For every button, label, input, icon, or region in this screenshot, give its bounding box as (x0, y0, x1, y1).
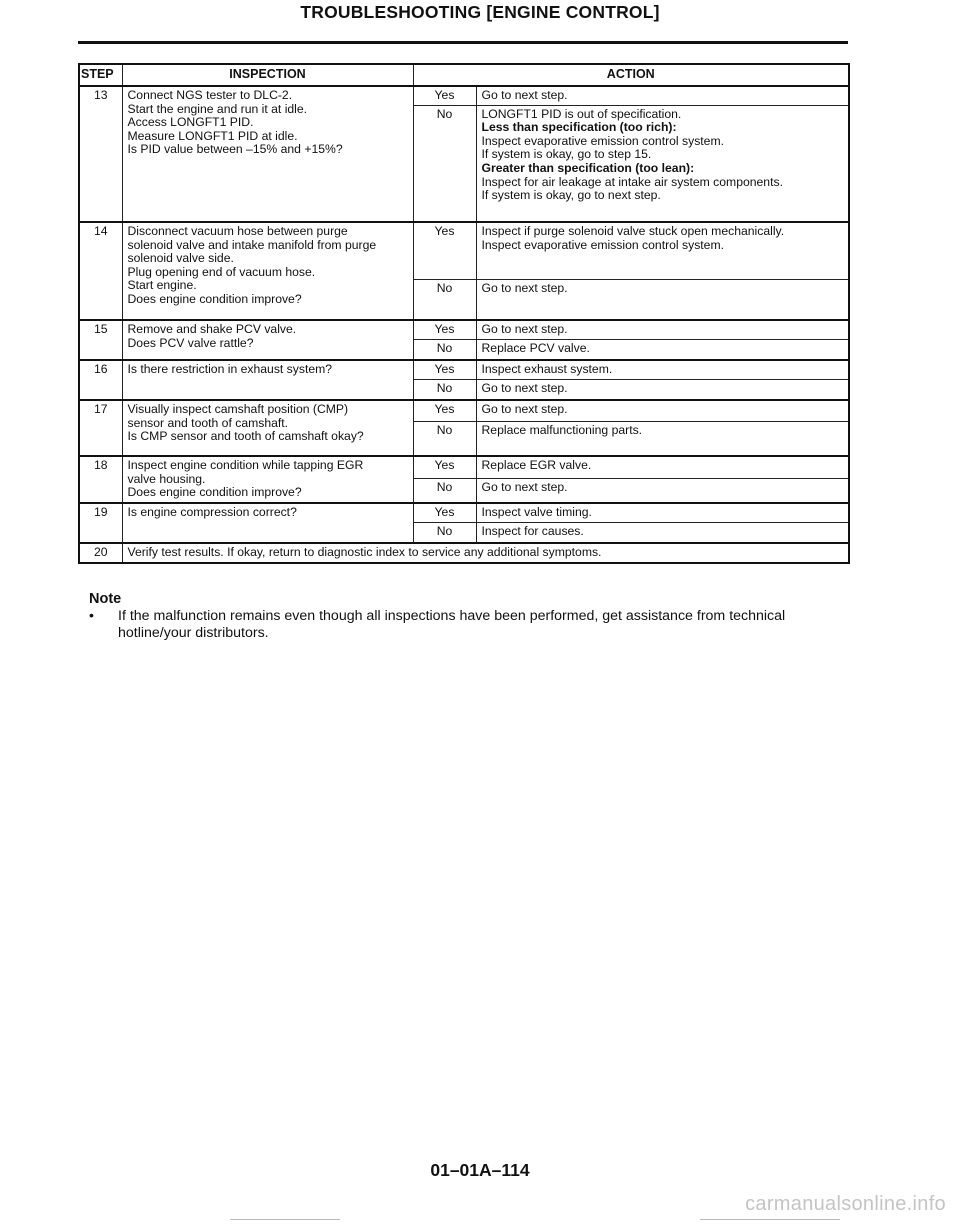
table-header-row (79, 64, 849, 86)
result-answer: Yes (413, 86, 476, 105)
action-cell (476, 456, 849, 478)
result-answer: No (413, 479, 476, 504)
inspection-line: Access LONGFT1 PID. (127, 115, 254, 130)
table-body (79, 86, 849, 563)
inspection-line: Plug opening end of vacuum hose. (127, 264, 316, 279)
action-line: Replace PCV valve. (481, 340, 590, 355)
action-line: Go to next step. (481, 322, 568, 337)
inspection-line: Does engine condition improve? (127, 292, 302, 307)
inspection-line: Is there restriction in exhaust system? (127, 362, 333, 377)
inspection-line: solenoid valve side. (127, 251, 234, 266)
action-cell (476, 222, 849, 279)
result-answer: Yes (413, 222, 476, 279)
action-line: Greater than specification (too lean): (481, 160, 695, 175)
inspection-line: Does PCV valve rattle? (127, 335, 254, 350)
action-cell (476, 503, 849, 522)
step-number: 20 (79, 543, 122, 563)
inspection-cell (122, 400, 413, 456)
inspection-line: Remove and shake PCV valve. (127, 322, 297, 337)
action-cell (476, 379, 849, 400)
note-text: If the malfunction remains even though all inspections have been performed, get assistance from technical hotline/your distributors. (118, 608, 786, 641)
inspection-cell (122, 222, 413, 320)
action-cell (476, 105, 849, 222)
table-row (79, 456, 849, 478)
scan-edge-mark (700, 1219, 840, 1220)
action-column-header: ACTION (413, 64, 849, 86)
watermark: carmanualsonline.info (745, 1193, 946, 1215)
page-number: 01–01A–114 (430, 1160, 530, 1180)
result-answer: Yes (413, 503, 476, 522)
inspection-column-header: INSPECTION (122, 64, 413, 86)
action-cell (476, 86, 849, 105)
step-number: 18 (79, 456, 122, 503)
action-line: Inspect for causes. (481, 523, 584, 538)
title-rule (78, 41, 848, 44)
result-answer: No (413, 105, 476, 222)
action-line: Inspect evaporative emission control system. (481, 237, 725, 252)
scan-edge-mark (230, 1219, 340, 1220)
action-line: Less than specification (too rich): (481, 120, 677, 135)
note-title: Note (89, 591, 122, 607)
action-line: Go to next step. (481, 280, 568, 295)
action-cell (476, 400, 849, 421)
action-cell (476, 421, 849, 456)
inspection-line: Is PID value between –15% and +15%? (127, 142, 343, 157)
action-cell (476, 479, 849, 504)
result-answer: Yes (413, 400, 476, 421)
troubleshooting-table (78, 63, 850, 564)
action-line: Inspect valve timing. (481, 505, 592, 520)
table-row (79, 503, 849, 522)
inspection-line: Inspect engine condition while tapping EGR (127, 458, 364, 473)
action-cell (476, 360, 849, 379)
action-line: Inspect for air leakage at intake air system components. (481, 174, 783, 189)
step-number: 14 (79, 222, 122, 320)
inspection-line: Start the engine and run it at idle. (127, 101, 308, 116)
result-answer: No (413, 379, 476, 400)
page-title: TROUBLESHOOTING [ENGINE CONTROL] (300, 2, 660, 22)
final-step-text: Verify test results. If okay, return to diagnostic index to service any additional symptoms. (122, 543, 849, 563)
inspection-line: Is engine compression correct? (127, 505, 297, 520)
action-line: Inspect exhaust system. (481, 362, 613, 377)
inspection-line: Disconnect vacuum hose between purge (127, 224, 348, 239)
table-row (79, 543, 849, 563)
result-answer: Yes (413, 456, 476, 478)
action-line: Go to next step. (481, 88, 568, 102)
action-line: If system is okay, go to next step. (481, 188, 661, 203)
inspection-line: Connect NGS tester to DLC-2. (127, 88, 293, 102)
result-answer: Yes (413, 360, 476, 379)
table-row (79, 320, 849, 339)
inspection-cell (122, 456, 413, 503)
inspection-line: Visually inspect camshaft position (CMP) (127, 402, 349, 417)
step-number: 17 (79, 400, 122, 456)
action-cell (476, 320, 849, 339)
action-line: If system is okay, go to step 15. (481, 147, 652, 162)
inspection-cell (122, 360, 413, 400)
action-line: Replace malfunctioning parts. (481, 422, 643, 437)
result-answer: Yes (413, 320, 476, 339)
inspection-line: solenoid valve and intake manifold from purge (127, 237, 377, 252)
inspection-cell (122, 86, 413, 222)
action-line: Inspect evaporative emission control system. (481, 133, 725, 148)
inspection-line: Does engine condition improve? (127, 485, 302, 500)
note-bullet: • (89, 608, 94, 624)
table-row (79, 86, 849, 105)
step-number: 16 (79, 360, 122, 400)
table-row (79, 222, 849, 279)
step-number: 15 (79, 320, 122, 360)
action-cell (476, 522, 849, 543)
step-column-header: STEP (79, 64, 122, 86)
inspection-line: valve housing. (127, 471, 206, 486)
step-number: 19 (79, 503, 122, 543)
inspection-line: Start engine. (127, 278, 197, 293)
step-number: 13 (79, 86, 122, 222)
inspection-line: Measure LONGFT1 PID at idle. (127, 128, 298, 143)
action-cell (476, 279, 849, 320)
action-line: Inspect if purge solenoid valve stuck open mechanically. (481, 224, 785, 239)
action-line: Go to next step. (481, 402, 568, 417)
result-answer: No (413, 421, 476, 456)
inspection-cell (122, 320, 413, 360)
inspection-line: sensor and tooth of camshaft. (127, 415, 289, 430)
result-answer: No (413, 279, 476, 320)
result-answer: No (413, 522, 476, 543)
inspection-cell (122, 503, 413, 543)
action-line: Go to next step. (481, 380, 568, 395)
table-row (79, 400, 849, 421)
action-line: Replace EGR valve. (481, 458, 592, 473)
action-cell (476, 339, 849, 360)
table-row (79, 360, 849, 379)
action-line: LONGFT1 PID is out of specification. (481, 106, 682, 121)
action-line: Go to next step. (481, 480, 568, 495)
result-answer: No (413, 339, 476, 360)
inspection-line: Is CMP sensor and tooth of camshaft okay? (127, 429, 364, 444)
